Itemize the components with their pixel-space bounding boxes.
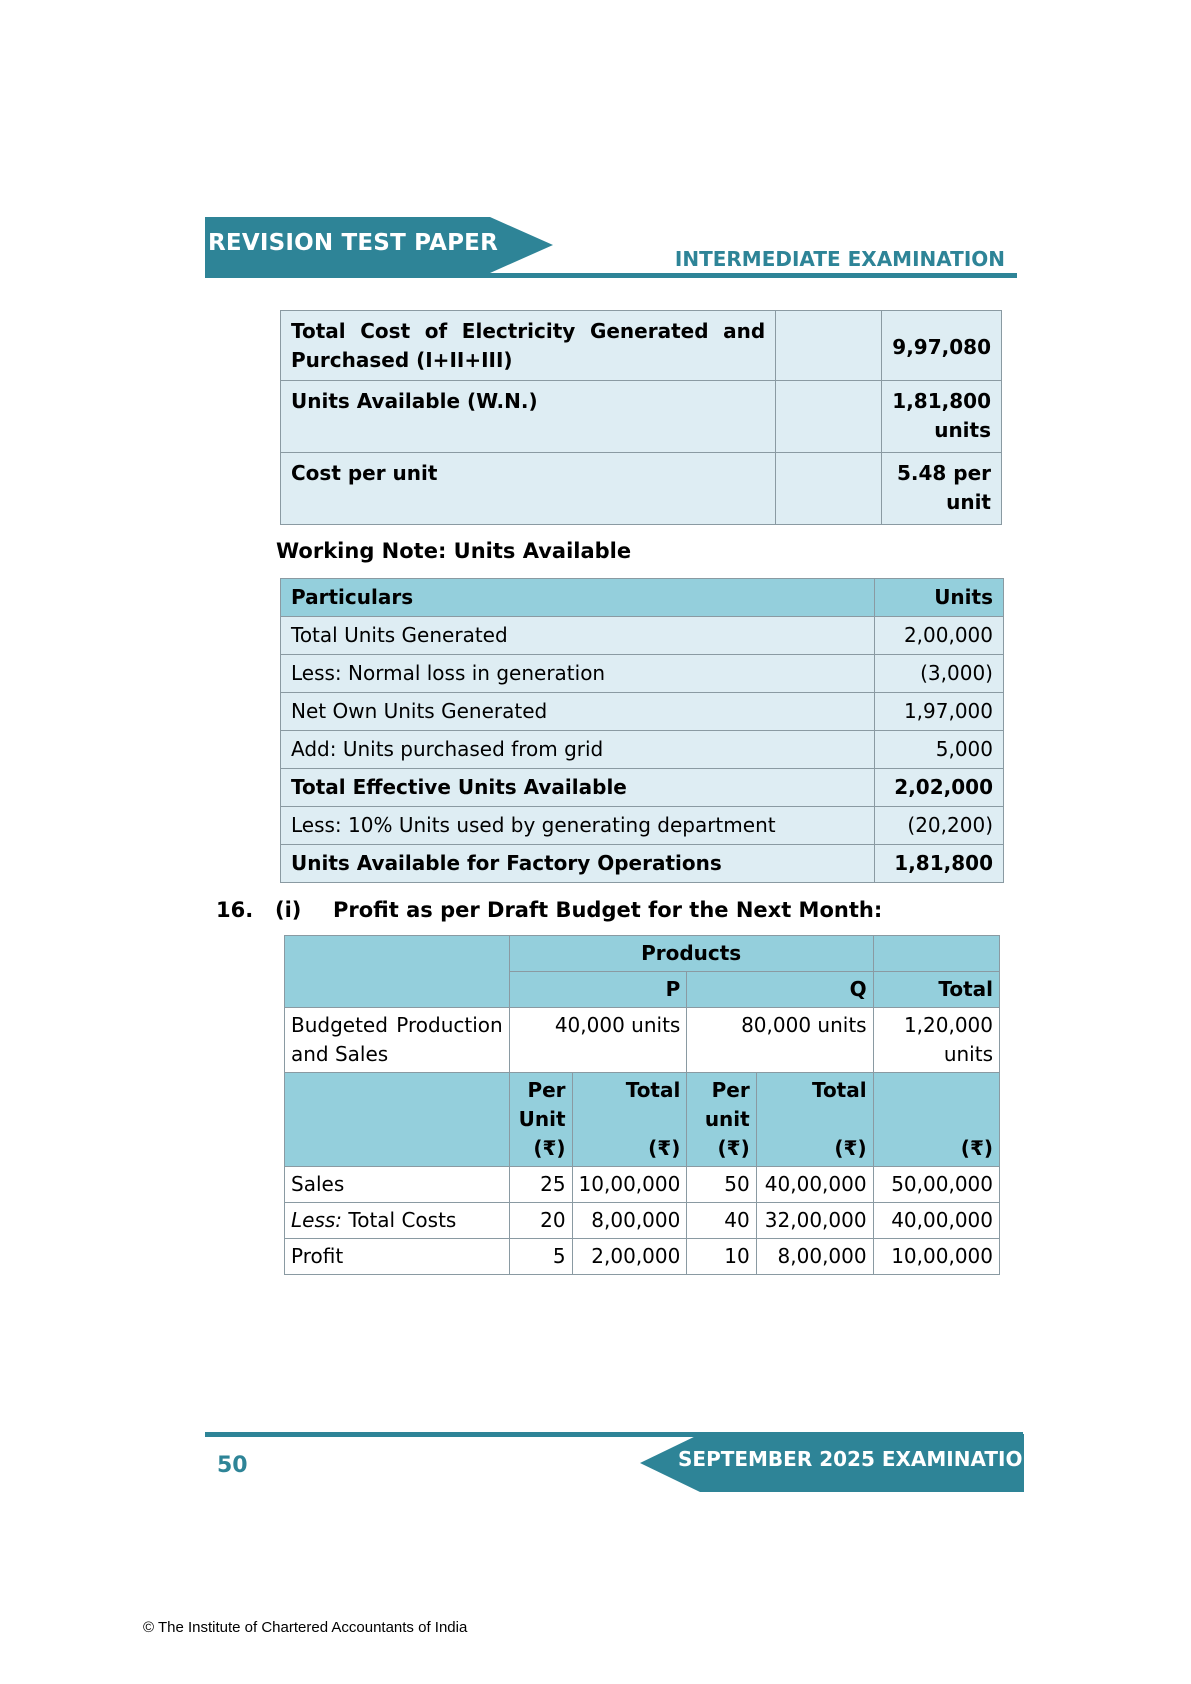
row-label-text: Total Costs [342, 1208, 457, 1232]
table-row [281, 693, 1004, 731]
summary-value: 9,97,080 [881, 311, 1001, 381]
cost-summary-table [280, 310, 1002, 525]
p-total: 10,00,000 [572, 1167, 687, 1203]
row-label: Units Available for Factory Operations [281, 845, 875, 883]
page-number: 50 [217, 1453, 248, 1478]
currency-label: (₹) [834, 1136, 867, 1160]
p-per-unit: 5 [509, 1239, 572, 1275]
summary-middle [776, 311, 882, 381]
header-label: Per Unit [518, 1078, 566, 1131]
table-header-row [281, 579, 1004, 617]
column-header-units: Units [875, 579, 1004, 617]
summary-label: Total Cost of Electricity Generated and Purchased (I+II+III) [281, 311, 776, 381]
row-label: Net Own Units Generated [281, 693, 875, 731]
table-header-row [285, 1073, 1000, 1167]
row-label [285, 1203, 510, 1239]
draft-budget-table [284, 935, 1000, 1275]
table-row [281, 807, 1004, 845]
units-available-table [280, 578, 1004, 883]
q-total: 40,00,000 [756, 1167, 873, 1203]
header-product-q: Q [687, 972, 873, 1008]
row-label: Less: 10% Units used by generating department [281, 807, 875, 845]
row-value: 5,000 [875, 731, 1004, 769]
header-product-p: P [509, 972, 687, 1008]
table-row [285, 1203, 1000, 1239]
row-value: 2,00,000 [875, 617, 1004, 655]
row-value: 1,81,800 [875, 845, 1004, 883]
footer-exam-name: SEPTEMBER 2025 EXAMINATION [678, 1447, 1040, 1471]
table-row [281, 655, 1004, 693]
q-total: 8,00,000 [756, 1239, 873, 1275]
header-label: Total [625, 1078, 681, 1102]
table-row [281, 311, 1002, 381]
q-per-unit: 50 [687, 1167, 756, 1203]
table-row [281, 453, 1002, 525]
table-row [281, 845, 1004, 883]
row-value: 2,02,000 [875, 769, 1004, 807]
row-label: Less: Normal loss in generation [281, 655, 875, 693]
row-label: Budgeted Production and Sales [285, 1008, 510, 1073]
production-q: 80,000 units [687, 1008, 873, 1073]
header-label: Per unit [704, 1078, 750, 1131]
row-label-text: Sales [291, 1172, 345, 1196]
summary-label: Units Available (W.N.) [281, 381, 776, 453]
table-row [285, 1167, 1000, 1203]
header-q-total [756, 1073, 873, 1167]
column-header-particulars: Particulars [281, 579, 875, 617]
p-per-unit: 20 [509, 1203, 572, 1239]
header-exam-name: INTERMEDIATE EXAMINATION [674, 247, 1005, 271]
table-row [285, 1239, 1000, 1275]
p-per-unit: 25 [509, 1167, 572, 1203]
row-label: Total Effective Units Available [281, 769, 875, 807]
row-value: (20,200) [875, 807, 1004, 845]
grand-total: 10,00,000 [873, 1239, 999, 1275]
table-row [281, 381, 1002, 453]
row-value: 1,97,000 [875, 693, 1004, 731]
currency-label: (₹) [648, 1136, 681, 1160]
table-header-row [285, 936, 1000, 972]
q-total: 32,00,000 [756, 1203, 873, 1239]
copyright-notice: © The Institute of Chartered Accountants of India [143, 1619, 468, 1636]
table-row [285, 1008, 1000, 1073]
header-total: Total [873, 972, 999, 1008]
working-note-heading: Working Note: Units Available [276, 539, 632, 563]
summary-label: Cost per unit [281, 453, 776, 525]
header-products: Products [509, 936, 873, 972]
header-p-total [572, 1073, 687, 1167]
header-rule [205, 273, 1017, 278]
table-row [281, 769, 1004, 807]
grand-total: 50,00,000 [873, 1167, 999, 1203]
q-per-unit: 10 [687, 1239, 756, 1275]
currency-label: (₹) [960, 1136, 993, 1160]
header-label: Total [811, 1078, 867, 1102]
q-per-unit: 40 [687, 1203, 756, 1239]
table-row [281, 617, 1004, 655]
question-title: Profit as per Draft Budget for the Next Month: [333, 898, 883, 922]
summary-middle [776, 381, 882, 453]
row-label-text: Profit [291, 1244, 344, 1268]
header-blank-cell [285, 936, 510, 1008]
question-subpart: (i) [275, 898, 302, 922]
row-label: Total Units Generated [281, 617, 875, 655]
summary-middle [776, 453, 882, 525]
row-label-prefix: Less: [291, 1208, 343, 1232]
header-blank-cell [285, 1073, 510, 1167]
p-total: 2,00,000 [572, 1239, 687, 1275]
header-blank-cell [873, 936, 999, 972]
production-total: 1,20,000 units [873, 1008, 999, 1073]
row-value: (3,000) [875, 655, 1004, 693]
p-total: 8,00,000 [572, 1203, 687, 1239]
summary-value: 5.48 per unit [881, 453, 1001, 525]
row-label [285, 1167, 510, 1203]
table-row [281, 731, 1004, 769]
summary-value: 1,81,800 units [881, 381, 1001, 453]
row-label: Add: Units purchased from grid [281, 731, 875, 769]
production-p: 40,000 units [509, 1008, 687, 1073]
row-label [285, 1239, 510, 1275]
grand-total: 40,00,000 [873, 1203, 999, 1239]
currency-label: (₹) [533, 1136, 566, 1160]
header-p-per-unit [509, 1073, 572, 1167]
header-grand-total-currency [873, 1073, 999, 1167]
header-q-per-unit [687, 1073, 756, 1167]
question-number: 16. [216, 898, 254, 922]
currency-label: (₹) [717, 1136, 750, 1160]
header-title: REVISION TEST PAPER [208, 230, 498, 256]
